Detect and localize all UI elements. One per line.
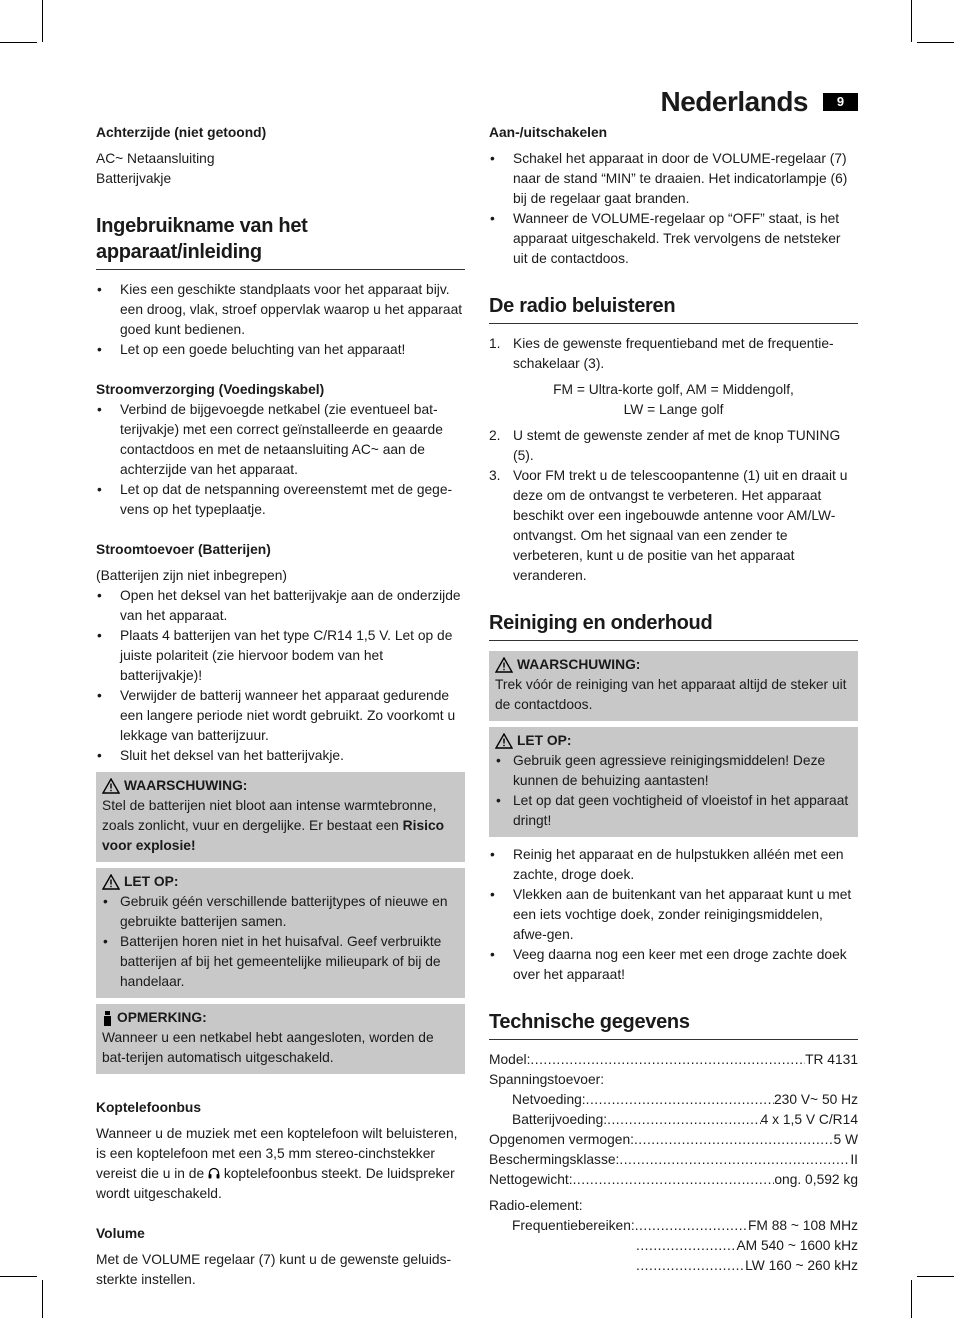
crop-mark [0,42,37,43]
headphone-text [96,1124,465,1204]
onoff-list [489,149,858,269]
crop-mark [911,0,912,42]
warning-box-batteries [96,772,465,862]
list-item [489,334,858,374]
spec-leader [530,1050,805,1070]
page-number: 9 [823,93,858,111]
intro-list [96,280,465,360]
power-title: Stroomverzorging (Voedingskabel) [96,382,325,397]
spec-row-input [489,1130,858,1150]
spec-label: Beschermingsklasse: [489,1152,620,1167]
spec-value: 5 W [833,1132,858,1147]
crop-mark [42,1280,43,1318]
left-column [96,123,465,1290]
list-item: • Schakel het apparaat in door de VOLUME-regelaar (7) naar de stand “MIN” te draaien. Het indicatorlampje (6) bij de regelaar gaat branden. [489,149,858,209]
spec-leader [636,1236,736,1256]
headphone-icon [208,1167,220,1179]
caution-title: LET OP: [517,733,572,748]
crop-mark [911,1280,912,1318]
list-item: • Gebruik geen agressieve reinigingsmiddelen! Deze kunnen de behuizing aantasten! [495,751,852,791]
spec-label: Opgenomen vermogen: [489,1132,634,1147]
step-number: 1. [489,336,501,351]
spec-leader [635,1216,748,1236]
radio-steps-continued [489,426,858,586]
spec-leader [634,1130,834,1150]
spec-leader [607,1110,760,1130]
warning-box-cleaning [489,651,858,721]
battery-title: Stroomtoevoer (Batterijen) [96,542,271,557]
intro-heading: Ingebruikname van het apparaat/inleiding [96,213,465,270]
clean-list [489,845,858,985]
volume-title: Volume [96,1226,145,1241]
warning-title: WAARSCHUWING: [124,778,248,793]
radio-steps [489,334,858,374]
note-title: OPMERKING: [117,1010,207,1025]
clean-heading: Reiniging en onderhoud [489,610,858,641]
note-text: Wanneer u een netkabel hebt aangesloten, worden de bat-terijen automatisch uitgeschakeld. [102,1030,434,1065]
spec-leader [586,1090,774,1110]
list-item: • Let op dat de netspanning overeenstemt met de gege-vens op het typeplaatje. [96,480,465,520]
spec-row-freq-fm [489,1216,858,1236]
spec-value: FM 88 ~ 108 MHz [747,1218,858,1233]
caution-title-row [102,872,459,892]
list-item: • Vlekken aan de buitenkant van het apparaat kunt u met een iets vochtige doek, zonder reinigingsmiddelen, afwe-gen. [489,885,858,945]
spec-label: Frequentiebereiken: [512,1218,635,1233]
warning-text-emphasis: Risico voor explosie! [102,818,445,853]
spec-row-class [489,1150,858,1170]
spec-label: Batterijvoeding: [512,1112,608,1127]
spec-label: Nettogewicht: [489,1172,573,1187]
spec-value: II [850,1152,858,1167]
list-item: • Plaats 4 batterijen van het type C/R14 1,5 V. Let op de juiste polariteit (zie hiervoor bodem van het batterijvakje)! [96,626,465,686]
list-item [489,466,858,586]
info-icon [102,1011,113,1026]
caution-title: LET OP: [124,874,179,889]
step-text: Voor FM trekt u de telescoopantenne (1) uit en draait u deze om de ontvangst te verbeteren. Het apparaat beschikt over een ingebouwde antenne voor AM/LW-ontvangst. Om het signaal van een zender te verbeteren, kunt u de positie van het apparaat veranderen. [513,468,848,583]
headphone-text-b: koptelefoonbus steekt. De luidspreker wordt uitgeschakeld. [96,1166,455,1201]
radio-bands-line: LW = Lange golf [623,402,724,417]
spec-row-mains [489,1090,858,1110]
step-text: U stemt de gewenste zender af met de knop TUNING (5). [513,428,841,463]
list-item [489,426,858,466]
warning-icon [495,657,513,673]
spec-leader [636,1256,745,1276]
spec-value: AM 540 ~ 1600 kHz [736,1238,858,1253]
spec-row-freq-am [489,1236,858,1256]
page-language-title: Nederlands [660,86,808,117]
crop-mark [0,1276,37,1277]
warning-title-row [102,776,459,796]
caution-box-batteries [96,868,465,998]
step-number: 2. [489,428,501,443]
note-title-row [102,1008,459,1028]
power-list [96,400,465,520]
list-item: • Open het deksel van het batterijvakje aan de onderzijde van het apparaat. [96,586,465,626]
spec-value: 4 x 1,5 V C/R14 [760,1112,858,1127]
note-box-mains [96,1004,465,1074]
list-item: • Let op dat geen vochtigheid of vloeistof in het apparaat dringt! [495,791,852,831]
battery-list [96,586,465,766]
spec-table [489,1050,858,1276]
list-item: • Wanneer de VOLUME-regelaar op “OFF” staat, is het apparaat uitgeschakeld. Trek vervolgens de netsteker uit de contactdoos. [489,209,858,269]
radio-bands-line: FM = Ultra-korte golf, AM = Middengolf, [553,382,794,397]
crop-mark [42,0,43,42]
warning-text-main: Stel de batterijen niet bloot aan intense warmtebronne, zoals zonlicht, vuur en dergelijke. Er bestaat een [102,798,437,833]
battery-note: (Batterijen zijn niet inbegrepen) [96,568,287,583]
volume-text: Met de VOLUME regelaar (7) kunt u de gewenste geluids-sterkte instellen. [96,1252,452,1287]
back-line: AC~ Netaansluiting [96,151,215,166]
spec-row-battery [489,1110,858,1130]
spec-leader [573,1170,775,1190]
list-item: • Gebruik géén verschillende batterijtypes of nieuwe en gebruikte batterijen samen. [102,892,459,932]
spec-value: 230 V~ 50 Hz [774,1092,858,1107]
spec-row-freq-lw [489,1256,858,1276]
spec-row-weight [489,1170,858,1190]
spec-row-radio: Radio-element: [489,1198,583,1213]
spec-leader [619,1150,850,1170]
spec-label: Model: [489,1052,531,1067]
list-item: • Verwijder de batterij wanneer het apparaat gedurende een langere periode niet wordt gebruikt. Zo voorkomt u lekkage van batterijzuur. [96,686,465,746]
tech-heading: Technische gegevens [489,1009,858,1040]
spec-value: TR 4131 [805,1052,858,1067]
list-item: • Let op een goede beluchting van het apparaat! [96,340,465,360]
radio-heading: De radio beluisteren [489,293,858,324]
headphone-title: Koptelefoonbus [96,1100,201,1115]
caution-box-cleaning [489,727,858,837]
warning-icon [102,778,120,794]
caution-title-row [495,731,852,751]
crop-mark [917,1276,954,1277]
spec-value: ong. 0,592 kg [774,1172,858,1187]
warning-title-row [495,655,852,675]
back-line: Batterijvakje [96,171,172,186]
caution-list [102,892,459,992]
crop-mark [917,42,954,43]
list-item: • Sluit het deksel van het batterijvakje. [96,746,465,766]
list-item: • Batterijen horen niet in het huisafval. Geef verbruikte batterijen af bij het gemeentelijke milieupark of bij de handelaar. [102,932,459,992]
step-number: 3. [489,468,501,483]
spec-row-power: Spanningstoevoer: [489,1072,605,1087]
headphone-text-a: Wanneer u de muziek met een koptelefoon wilt beluisteren, is een koptelefoon met een 3,5 mm stereo-cinchstekker vereist die u in de [96,1126,458,1181]
list-item: • Reinig het apparaat en de hulpstukken alléén met een zachte, droge doek. [489,845,858,885]
spec-row-model [489,1050,858,1070]
list-item: • Veeg daarna nog een keer met een droge zachte doek over het apparaat! [489,945,858,985]
caution-list [495,751,852,831]
spec-value: LW 160 ~ 260 kHz [745,1258,858,1273]
back-title: Achterzijde (niet getoond) [96,125,267,140]
warning-text [102,796,459,856]
warning-text: Trek vóór de reiniging van het apparaat altijd de steker uit de contactdoos. [495,677,847,712]
spec-label: Netvoeding: [512,1092,586,1107]
step-text: Kies de gewenste frequentieband met de frequentie-schakelaar (3). [513,336,834,371]
list-item: • Verbind de bijgevoegde netkabel (zie eventueel bat-terijvakje) met een correct geïnstalleerde en geaarde contactdoos en met de netaansluiting AC~ aan de achterzijde van het apparaat. [96,400,465,480]
onoff-title: Aan-/uitschakelen [489,125,608,140]
list-item: • Kies een geschikte standplaats voor het apparaat bijv. een droog, vlak, stroef oppervlak waarop u het apparaat goed kunt bedienen. [96,280,465,340]
warning-icon [495,733,513,749]
warning-title: WAARSCHUWING: [517,657,641,672]
right-column [489,123,858,1276]
warning-icon [102,874,120,890]
